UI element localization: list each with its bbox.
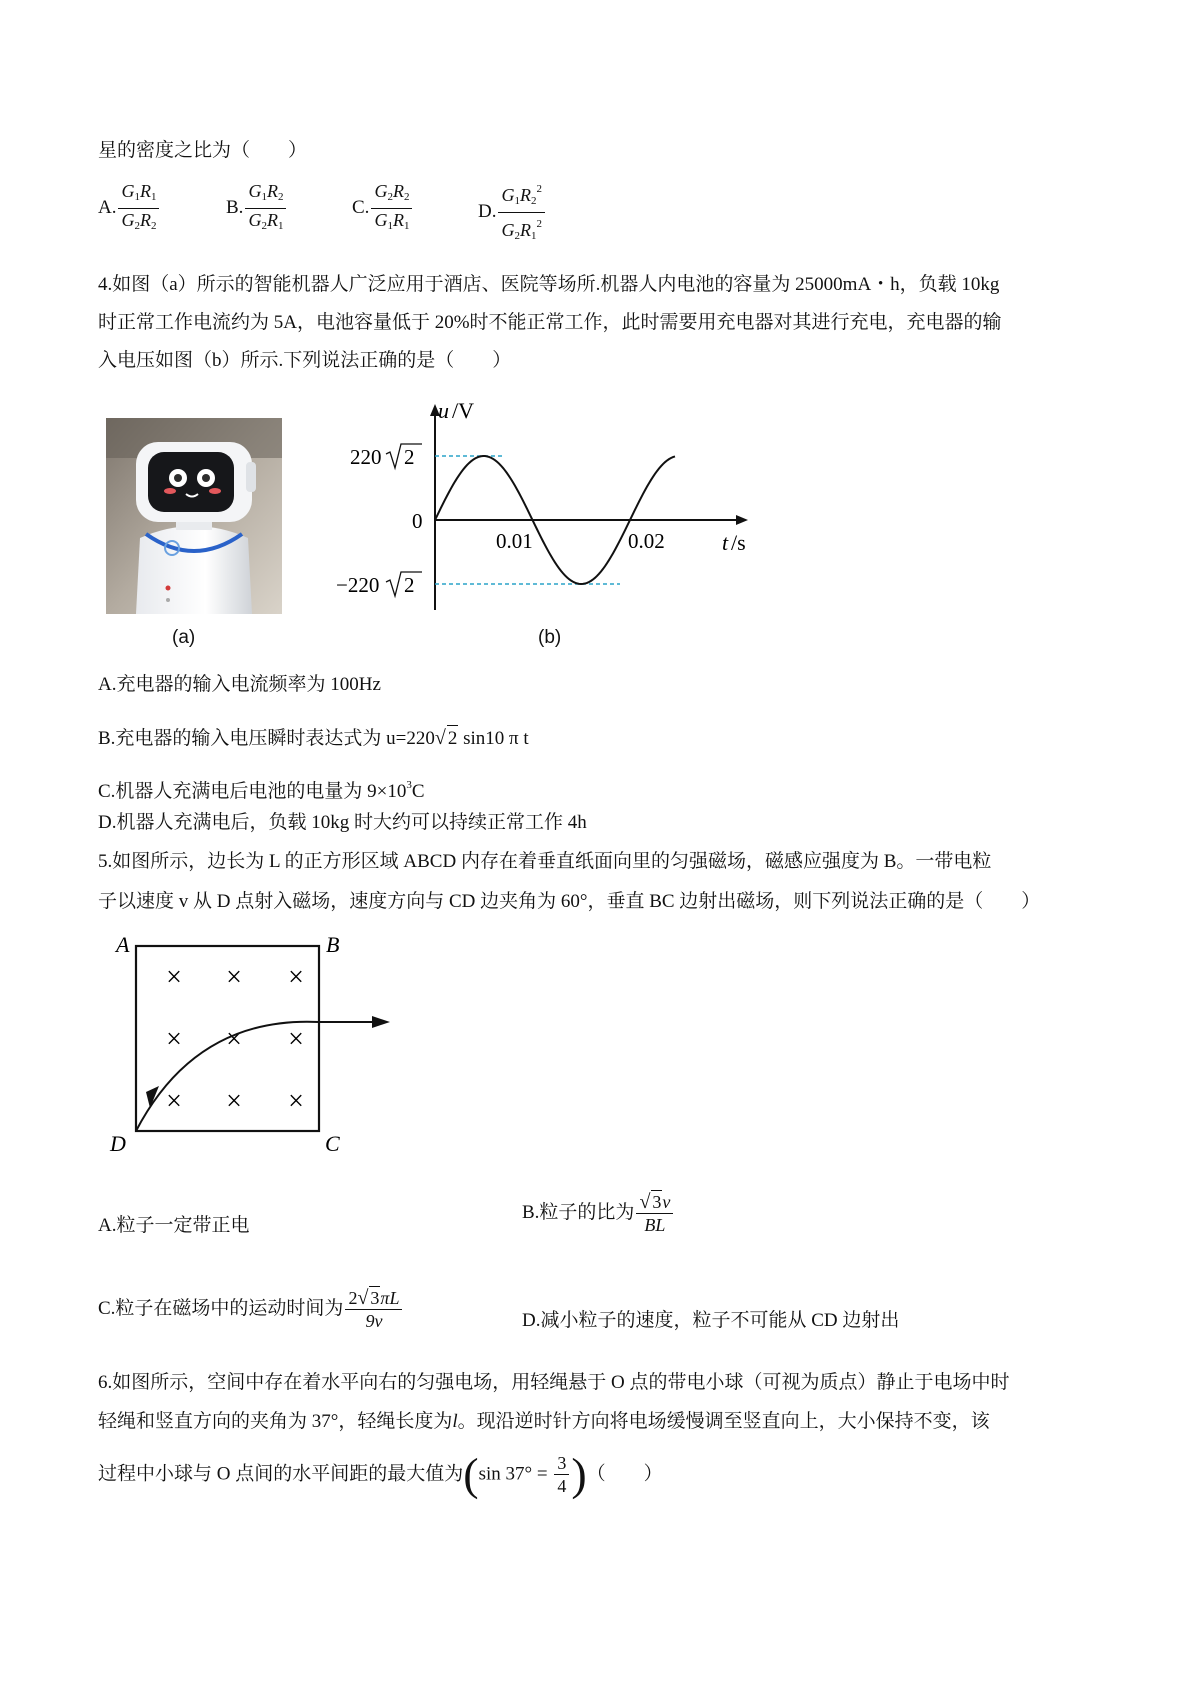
y-axis-label-unit: /V xyxy=(452,400,474,423)
q3-tail: 星的密度之比为（ ） xyxy=(98,140,308,161)
svg-text:×: × xyxy=(166,1024,182,1055)
field-cross-grid xyxy=(166,962,304,1117)
q6-stem-line-3: 过程中小球与 O 点间的水平间距的最大值为(sin 37° = $\frac{3}{4}$ )（ ） xyxy=(98,1448,663,1500)
q5-stem-line-1: 5.如图所示，边长为 L 的正方形区域 ABCD 内存在着垂直纸面向里的匀强磁场，磁感应强度为 B。一带电粒 xyxy=(98,851,992,872)
q4-option-b: B.充电器的输入电压瞬时表达式为 u=220√ 2 sin10 π t xyxy=(98,725,529,752)
svg-text:220: 220 xyxy=(350,445,382,469)
svg-text:×: × xyxy=(226,962,242,993)
svg-text:×: × xyxy=(226,1086,242,1117)
svg-text:×: × xyxy=(288,1024,304,1055)
svg-text:2: 2 xyxy=(404,445,415,469)
svg-text:×: × xyxy=(226,1024,242,1055)
vertex-c-label: C xyxy=(325,1131,340,1156)
voltage-time-graph xyxy=(330,400,770,640)
magnetic-field-diagram xyxy=(106,928,406,1158)
q4-stem-line-1: 4.如图（a）所示的智能机器人广泛应用于酒店、医院等场所.机器人内电池的容量为 25000mA・h，负载 10kg xyxy=(98,274,1000,295)
exit-arrow xyxy=(372,1016,390,1028)
svg-text:−220: −220 xyxy=(336,573,380,597)
q5-option-d: D.减小粒子的速度，粒子不可能从 CD 边射出 xyxy=(522,1310,900,1331)
figure-a-caption: (a) xyxy=(172,627,196,648)
figure-b-caption: (b) xyxy=(538,627,562,648)
svg-text:×: × xyxy=(166,1086,182,1117)
y-tick-min xyxy=(336,572,422,597)
q3-option-d: D. $\frac{G_1R_2^2}{G_2R_1^2}$ xyxy=(478,178,547,247)
q4-option-a: A.充电器的输入电流频率为 100Hz xyxy=(98,674,381,695)
x-axis-label-var: t xyxy=(722,530,729,555)
x-tick-0.01: 0.01 xyxy=(496,529,533,553)
y-tick-zero: 0 xyxy=(412,509,423,533)
svg-text:×: × xyxy=(288,1086,304,1117)
x-tick-0.02: 0.02 xyxy=(628,529,665,553)
q6-stem-line-2: 轻绳和竖直方向的夹角为 37°，轻绳长度为l。现沿逆时针方向将电场缓慢调至竖直向上，大小保持不变，该 xyxy=(98,1411,990,1432)
vertex-b-label: B xyxy=(326,932,340,957)
vertex-a-label: A xyxy=(116,932,130,957)
y-axis-label-var: u xyxy=(438,400,449,423)
q4-stem-line-2: 时正常工作电流约为 5A，电池容量低于 20%时不能正常工作，此时需要用充电器对其进行充电，充电器的输 xyxy=(98,312,1002,333)
svg-text:×: × xyxy=(166,962,182,993)
q5-stem-line-2: 子以速度 v 从 D 点射入磁场，速度方向与 CD 边夹角为 60°，垂直 BC 边射出磁场，则下列说法正确的是（ ） xyxy=(98,891,1041,912)
svg-text:×: × xyxy=(288,962,304,993)
q4-stem-line-3: 入电压如图（b）所示.下列说法正确的是（ ） xyxy=(98,350,512,371)
x-axis-label-unit: /s xyxy=(731,530,746,555)
q4-option-c: C.机器人充满电后电池的电量为 $9\times 10^3C$ xyxy=(98,779,425,802)
x-axis-arrow xyxy=(736,515,748,525)
q3-option-b: B. $\frac{G_1R_2}{G_2R_1}$ xyxy=(226,180,288,237)
q6-stem-line-1: 6.如图所示，空间中存在着水平向右的匀强电场，用轻绳悬于 O 点的带电小球（可视为质点）静止于电场中时 xyxy=(98,1372,1010,1393)
q3-option-c: C. $\frac{G_2R_2}{G_1R_1}$ xyxy=(352,180,414,237)
vertex-d-label: D xyxy=(110,1131,126,1156)
q5-option-a: A.粒子一定带正电 xyxy=(98,1215,250,1236)
q5-option-b: B.粒子的比为 $\frac{√ 3v}{BL}$ xyxy=(522,1190,675,1236)
robot-photo xyxy=(106,418,282,614)
q3-option-a: A. $\frac{G_1R_1}{G_2R_2}$ xyxy=(98,180,161,237)
q6-formula-lhs: sin 37° = xyxy=(478,1463,553,1485)
q5-option-c: C.粒子在磁场中的运动时间为 $\frac{2√ 3\pi L}{9v}$ xyxy=(98,1286,404,1332)
q4-option-d: D.机器人充满电后，负载 10kg 时大约可以持续正常工作 4h xyxy=(98,812,587,833)
svg-text:2: 2 xyxy=(404,573,415,597)
y-tick-max xyxy=(350,444,422,469)
